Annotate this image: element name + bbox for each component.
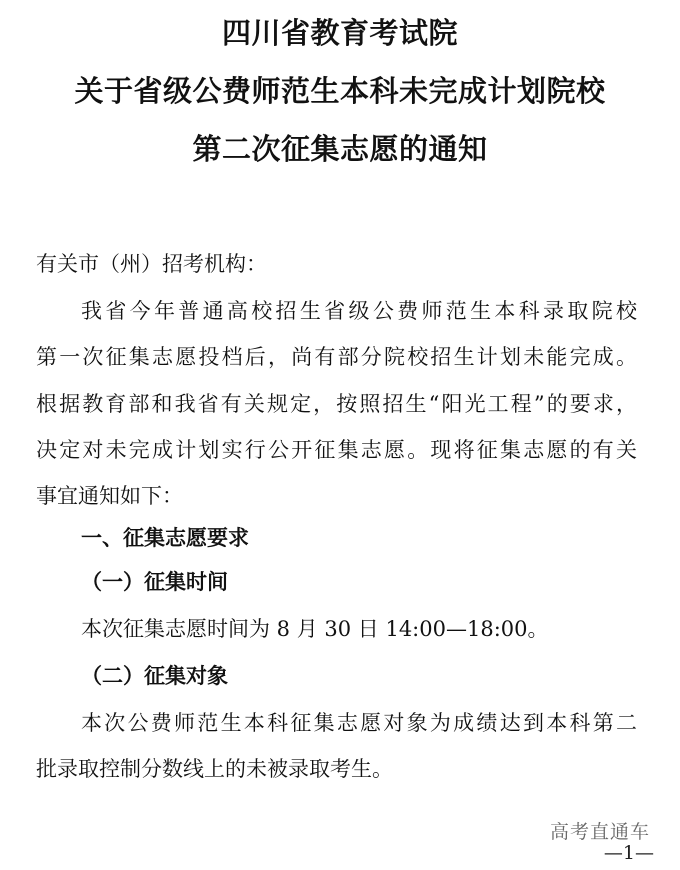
intro-line-1-wrap — [0, 296, 680, 326]
sub2-heading-wrap — [0, 661, 680, 691]
section1-heading: 一、征集志愿要求 — [81, 526, 249, 550]
section1-heading-wrap — [0, 523, 680, 553]
sub2-line-1-wrap — [0, 708, 680, 738]
intro-line-5: 事宜通知如下： — [36, 484, 183, 508]
salutation-line — [0, 249, 680, 279]
salutation: 有关市（州）招考机构： — [36, 252, 267, 276]
sub1-text-wrap — [0, 614, 680, 644]
intro-line-3-wrap — [0, 389, 680, 419]
sub2-line-2-wrap — [0, 754, 680, 784]
sub2-line-1: 本次公费师范生本科征集志愿对象为成绩达到本科第二 — [81, 711, 637, 735]
intro-line-1: 我省今年普通高校招生省级公费师范生本科录取院校 — [81, 299, 637, 323]
title-line-2: 关于省级公费师范生本科未完成计划院校 — [74, 74, 606, 108]
intro-line-4: 决定对未完成计划实行公开征集志愿。现将征集志愿的有关 — [36, 438, 637, 462]
sub2-heading: （二）征集对象 — [81, 663, 228, 688]
intro-line-5-wrap — [0, 481, 680, 511]
intro-line-2: 第一次征集志愿投档后，尚有部分院校招生计划未能完成。 — [36, 345, 637, 369]
page-number: —1— — [603, 842, 654, 864]
sub1-text: 本次征集志愿时间为 8 月 30 日 14:00—18:00。 — [81, 617, 549, 641]
intro-line-3: 根据教育部和我省有关规定，按照招生“阳光工程”的要求， — [36, 392, 637, 416]
intro-line-4-wrap — [0, 435, 680, 465]
watermark-text: 高考直通车 — [549, 821, 650, 843]
title-line-1: 四川省教育考试院 — [221, 16, 458, 50]
intro-line-2-wrap — [0, 342, 680, 372]
sub1-heading-wrap — [0, 567, 680, 597]
sub2-line-2: 批录取控制分数线上的未被录取考生。 — [36, 757, 393, 781]
sub1-heading: （一）征集时间 — [81, 569, 228, 594]
title-line-3: 第二次征集志愿的通知 — [192, 132, 488, 166]
